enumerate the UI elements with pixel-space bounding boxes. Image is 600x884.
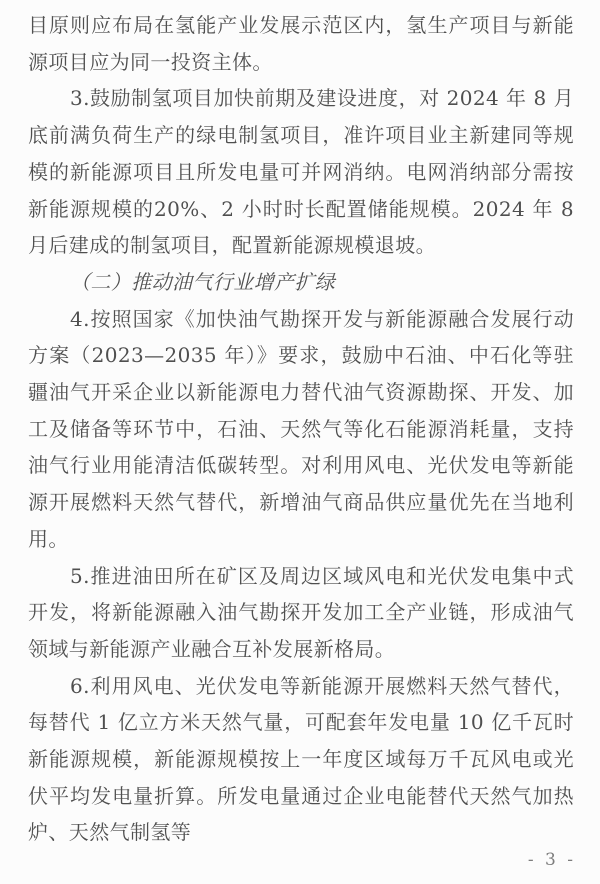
paragraph-item-5: 5.推进油田所在矿区及周边区域风电和光伏发电集中式开发，将新能源融入油气勘探开发加工全产业链，形成油气领域与新能源产业融合互补发展新格局。 (28, 563, 574, 661)
paragraph-item-4: 4.按照国家《加快油气勘探开发与新能源融合发展行动方案（2023—2035 年）》要求，鼓励中石油、中石化等驻疆油气开采企业以新能源电力替代油气资源勘探、开发、加工及储备等环节中，石油、天然气等化石能源消耗量，支持油气行业用能清洁低碳转型。对利用风电、光伏发电等新能源开展燃料天然气替代，新增油气商品供应量优先在当地利用。 (28, 306, 574, 551)
paragraph-item-6: 6.利用风电、光伏发电等新能源开展燃料天然气替代，每替代 1 亿立方米天然气量，可配套年发电量 10 亿千瓦时新能源规模，新能源规模按上一年度区域每万千瓦风电或光伏平均发电量折算。所发电量通过企业电能替代天然气加热炉、天然气制氢等 (28, 673, 574, 845)
paragraph-item-3: 3.鼓励制氢项目加快前期及建设进度，对 2024 年 8 月底前满负荷生产的绿电制氢项目，准许项目业主新建同等规模的新能源项目且所发电量可并网消纳。电网消纳部分需按新能源规模的20%、2 小时时长配置储能规模。2024 年 8 月后建成的制氢项目，配置新能源规模退坡。 (28, 86, 574, 258)
paragraph-continuation: 目原则应布局在氢能产业发展示范区内，氢生产项目与新能源项目应为同一投资主体。 (28, 13, 574, 74)
document-body (28, 7, 574, 851)
page-number: - 3 - (527, 850, 576, 870)
section-heading: （二）推动油气行业增产扩绿 (70, 269, 336, 294)
